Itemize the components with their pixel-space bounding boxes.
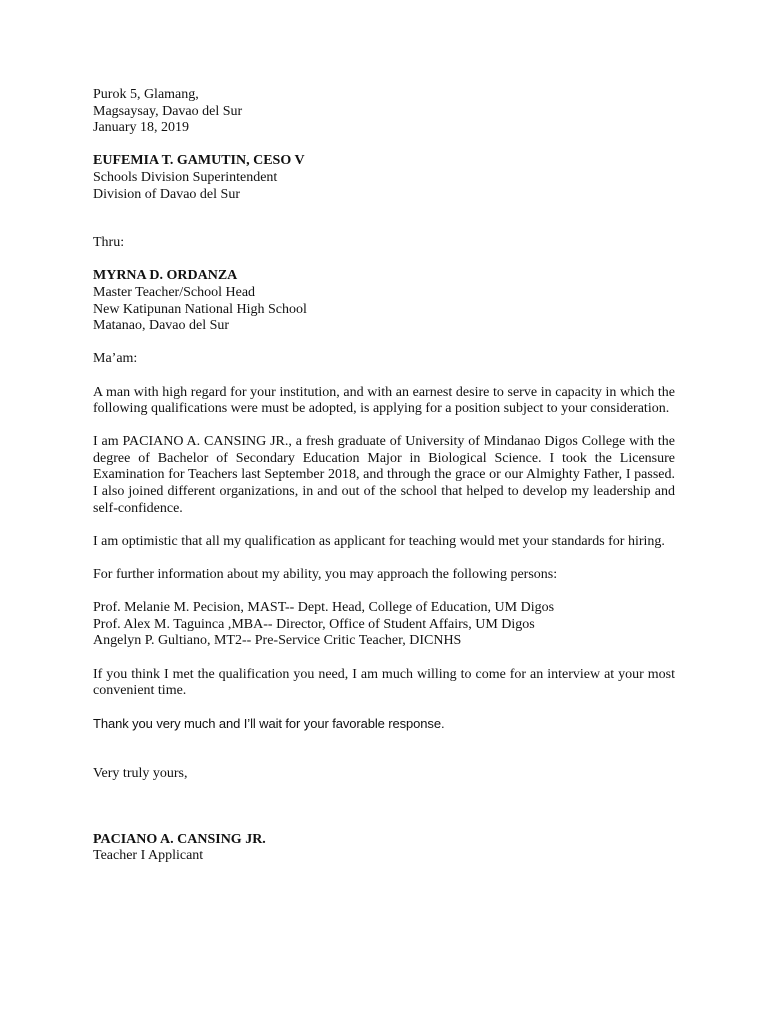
recipient-title: Schools Division Superintendent [93, 169, 278, 185]
spacer [93, 517, 675, 534]
letter-date: January 18, 2019 [93, 120, 190, 136]
thru-school: New Katipunan National High School [93, 301, 307, 317]
reference-item: Angelyn P. Gultiano, MT2-- Pre-Service Critic Teacher, DICNHS [93, 633, 462, 649]
salutation: Ma’am: [93, 351, 138, 367]
body-paragraph-1: A man with high regard for your institution, and with an earnest desire to serve in capacity in which the following qualifications were must be adopted, is applying for a position subject to your consideration. [93, 384, 675, 417]
body-paragraph-4: For further information about my ability, you may approach the following persons: [93, 567, 558, 583]
recipient-office: Division of Davao del Sur [93, 186, 240, 202]
thru-location: Matanao, Davao del Sur [93, 318, 230, 334]
recipient-block [93, 153, 675, 203]
thru-label: Thru: [93, 235, 125, 251]
sender-address-line-2: Magsaysay, Davao del Sur [93, 103, 243, 119]
references-list [93, 600, 675, 650]
signature-block [93, 832, 675, 865]
closing: Very truly yours, [93, 765, 188, 781]
signatory-name: PACIANO A. CANSING JR. [93, 831, 266, 847]
reference-item: Prof. Alex M. Taguinca ,MBA-- Director, Office of Student Affairs, UM Digos [93, 616, 535, 632]
signatory-title: Teacher I Applicant [93, 848, 204, 864]
spacer [93, 650, 675, 667]
spacer [93, 783, 675, 832]
body-paragraph-2: I am PACIANO A. CANSING JR., a fresh graduate of University of Mindanao Digos College with the degree of Bachelor of Secondary Education Major in Biological Science. I took the Licensure Examination for Teachers last September 2018, and through the grace or our Almighty Father, I passed. I also joined different organizations, in and out of the school that helped to develop my leadership and self-confidence. [93, 434, 675, 516]
spacer [93, 584, 675, 601]
body-paragraph-6: Thank you very much and I’ll wait for your favorable response. [93, 716, 445, 732]
spacer [93, 418, 675, 435]
spacer [93, 550, 675, 567]
spacer [93, 252, 675, 269]
recipient-name: EUFEMIA T. GAMUTIN, CESO V [93, 153, 305, 169]
body-paragraph-3: I am optimistic that all my qualification as applicant for teaching would met your standards for hiring. [93, 533, 665, 549]
reference-item: Prof. Melanie M. Pecision, MAST-- Dept. Head, College of Education, UM Digos [93, 600, 555, 616]
spacer [93, 368, 675, 385]
letter-content [93, 87, 675, 865]
sender-address-line-1: Purok 5, Glamang, [93, 87, 199, 102]
sender-address-block [93, 87, 675, 137]
thru-block [93, 268, 675, 334]
thru-title: Master Teacher/School Head [93, 284, 256, 300]
spacer [93, 733, 675, 766]
spacer [93, 203, 675, 235]
thru-name: MYRNA D. ORDANZA [93, 268, 238, 284]
body-paragraph-5: If you think I met the qualification you need, I am much willing to come for an interview at your most convenient time. [93, 666, 675, 699]
spacer [93, 700, 675, 717]
spacer [93, 335, 675, 352]
spacer [93, 137, 675, 154]
